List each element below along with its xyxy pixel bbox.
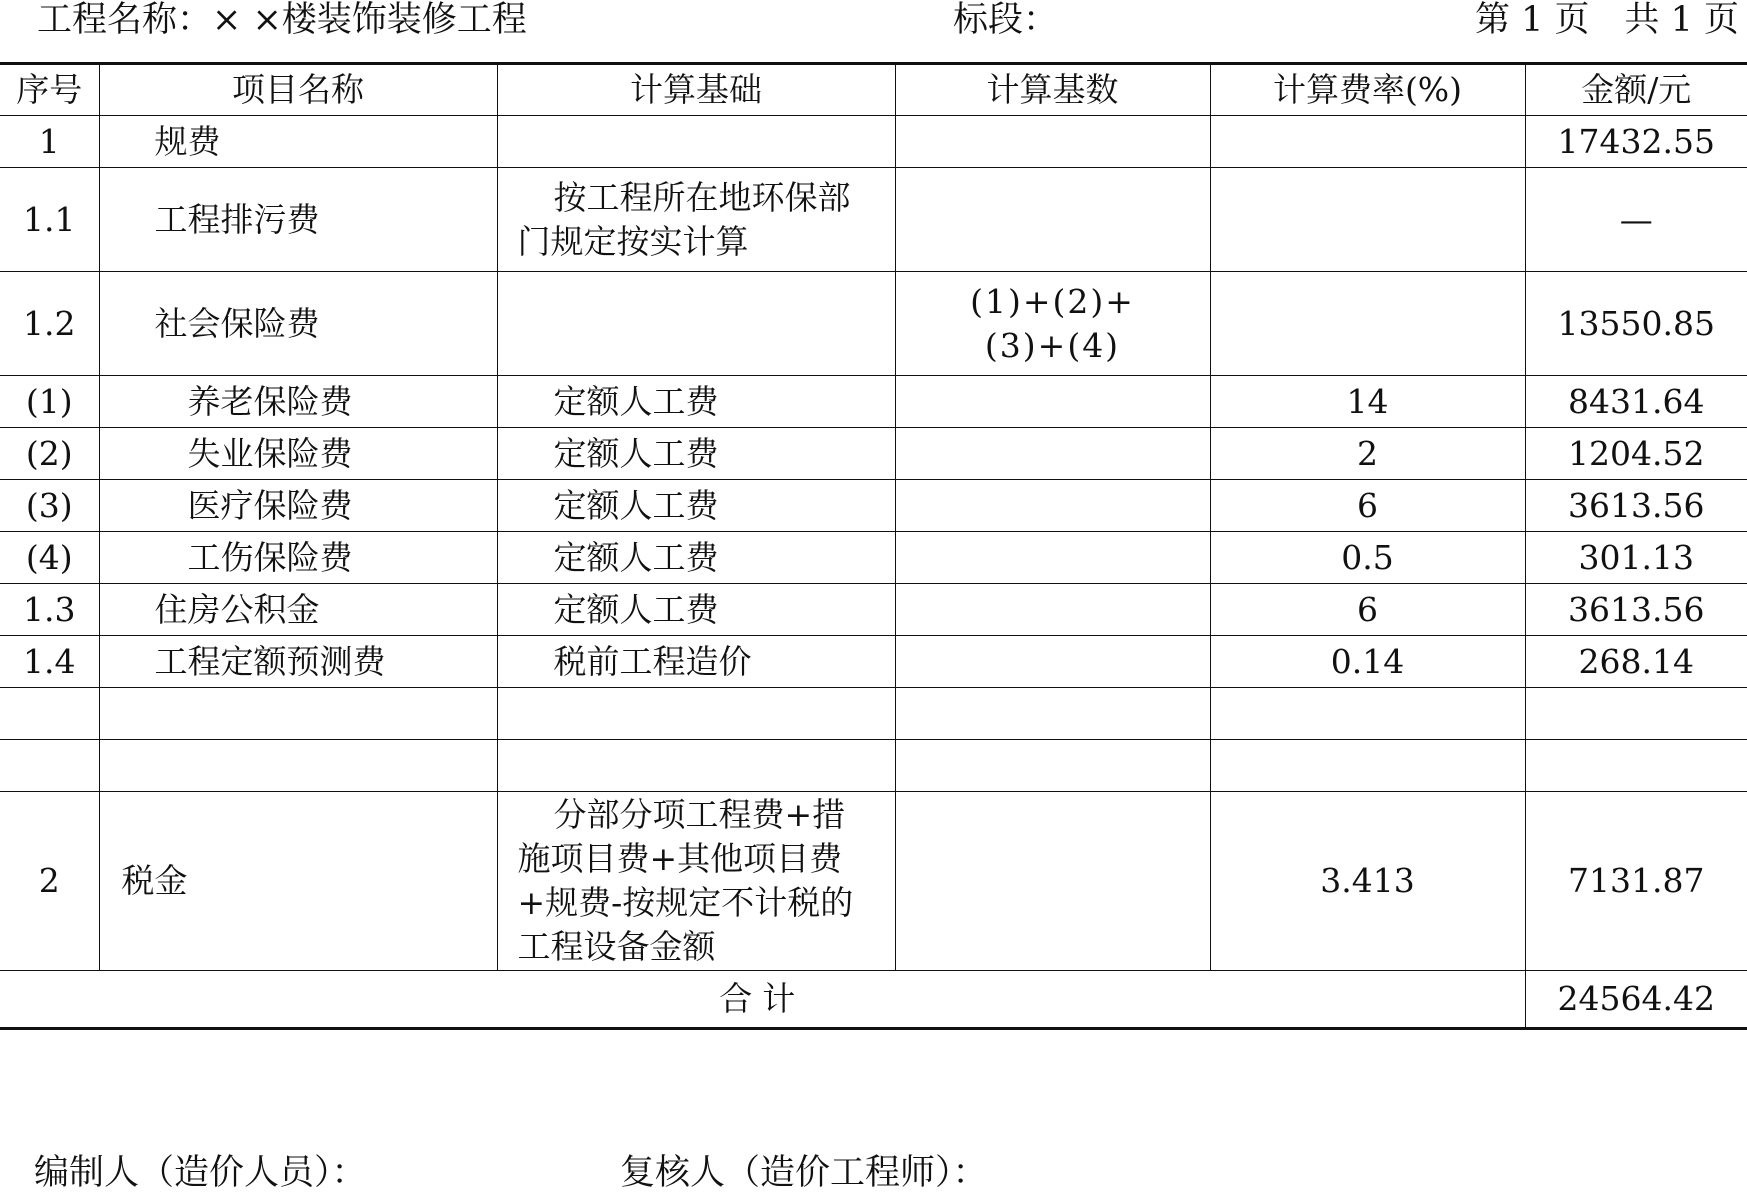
row-amount: 17432.55 — [1525, 116, 1747, 168]
table-row — [0, 688, 1747, 740]
table-row — [0, 116, 1747, 168]
row-base-value: (1)+(2)+(3)+(4) — [895, 272, 1210, 376]
table-row — [0, 480, 1747, 532]
col-header-amount: 金额/元 — [1525, 64, 1747, 116]
row-no: 1.3 — [0, 584, 99, 636]
row-no: 1.1 — [0, 168, 99, 272]
row-base-value — [895, 792, 1210, 971]
row-no: 1.2 — [0, 272, 99, 376]
row-name: 工伤保险费 — [99, 532, 497, 584]
row-base-value — [895, 168, 1210, 272]
table-row — [0, 168, 1747, 272]
row-amount: 7131.87 — [1525, 792, 1747, 971]
row-no: (4) — [0, 532, 99, 584]
row-amount — [1525, 688, 1747, 740]
row-basis: 定额人工费 — [497, 584, 895, 636]
row-no: (1) — [0, 376, 99, 428]
total-label: 合计 — [0, 971, 1525, 1029]
row-name: 税金 — [99, 792, 497, 971]
row-base-value — [895, 740, 1210, 792]
row-base-value — [895, 636, 1210, 688]
reviewer-label: 复核人（造价工程师）： — [620, 1153, 988, 1193]
row-rate — [1210, 688, 1525, 740]
row-rate — [1210, 740, 1525, 792]
row-basis: 定额人工费 — [497, 428, 895, 480]
row-name — [99, 688, 497, 740]
row-rate: 14 — [1210, 376, 1525, 428]
col-header-base-value: 计算基数 — [895, 64, 1210, 116]
row-rate: 3.413 — [1210, 792, 1525, 971]
table-row — [0, 636, 1747, 688]
row-no — [0, 688, 99, 740]
row-amount: 3613.56 — [1525, 480, 1747, 532]
row-name — [99, 740, 497, 792]
row-name: 规费 — [99, 116, 497, 168]
row-name: 工程排污费 — [99, 168, 497, 272]
row-amount: 8431.64 — [1525, 376, 1747, 428]
row-base-value — [895, 688, 1210, 740]
row-rate: 2 — [1210, 428, 1525, 480]
row-basis: 定额人工费 — [497, 376, 895, 428]
row-name: 住房公积金 — [99, 584, 497, 636]
row-no — [0, 740, 99, 792]
row-base-value — [895, 116, 1210, 168]
row-name: 社会保险费 — [99, 272, 497, 376]
total-amount: 24564.42 — [1525, 971, 1747, 1029]
row-rate: 6 — [1210, 480, 1525, 532]
row-base-value — [895, 376, 1210, 428]
col-header-rate: 计算费率(%) — [1210, 64, 1525, 116]
table-row — [0, 584, 1747, 636]
row-amount — [1525, 740, 1747, 792]
row-amount: 1204.52 — [1525, 428, 1747, 480]
page-indicator: 第 1 页 共 1 页 — [1474, 0, 1739, 40]
table-row — [0, 376, 1747, 428]
table-row — [0, 428, 1747, 480]
row-rate: 6 — [1210, 584, 1525, 636]
table-row — [0, 792, 1747, 971]
row-name: 工程定额预测费 — [99, 636, 497, 688]
row-name: 失业保险费 — [99, 428, 497, 480]
total-row — [0, 971, 1747, 1029]
row-base-value — [895, 584, 1210, 636]
row-basis — [497, 272, 895, 376]
row-base-value — [895, 480, 1210, 532]
row-base-value — [895, 532, 1210, 584]
row-rate — [1210, 168, 1525, 272]
table-row — [0, 272, 1747, 376]
row-name: 医疗保险费 — [99, 480, 497, 532]
row-base-value — [895, 428, 1210, 480]
col-header-name: 项目名称 — [99, 64, 497, 116]
section-label: 标段： — [953, 0, 1059, 40]
row-name: 养老保险费 — [99, 376, 497, 428]
row-amount: 301.13 — [1525, 532, 1747, 584]
row-basis: 按工程所在地环保部门规定按实计算 — [497, 168, 895, 272]
row-no: 1.4 — [0, 636, 99, 688]
row-basis — [497, 688, 895, 740]
row-basis — [497, 740, 895, 792]
row-no: (2) — [0, 428, 99, 480]
row-basis: 定额人工费 — [497, 480, 895, 532]
row-amount: 3613.56 — [1525, 584, 1747, 636]
row-basis — [497, 116, 895, 168]
row-rate — [1210, 116, 1525, 168]
row-basis: 分部分项工程费+措施项目费+其他项目费+规费-按规定不计税的工程设备金额 — [497, 792, 895, 971]
row-rate — [1210, 272, 1525, 376]
header-row — [0, 64, 1747, 116]
row-amount: — — [1525, 168, 1747, 272]
row-basis: 定额人工费 — [497, 532, 895, 584]
table-row — [0, 532, 1747, 584]
row-amount: 268.14 — [1525, 636, 1747, 688]
project-name: 工程名称：× ×楼装饰装修工程 — [37, 0, 527, 40]
row-no: (3) — [0, 480, 99, 532]
compiler-label: 编制人（造价人员）： — [34, 1153, 367, 1193]
table-row — [0, 740, 1747, 792]
col-header-no: 序号 — [0, 64, 99, 116]
row-rate: 0.5 — [1210, 532, 1525, 584]
row-no: 1 — [0, 116, 99, 168]
row-no: 2 — [0, 792, 99, 971]
row-basis: 税前工程造价 — [497, 636, 895, 688]
row-rate: 0.14 — [1210, 636, 1525, 688]
row-amount: 13550.85 — [1525, 272, 1747, 376]
fee-table — [0, 62, 1747, 1030]
col-header-basis: 计算基础 — [497, 64, 895, 116]
